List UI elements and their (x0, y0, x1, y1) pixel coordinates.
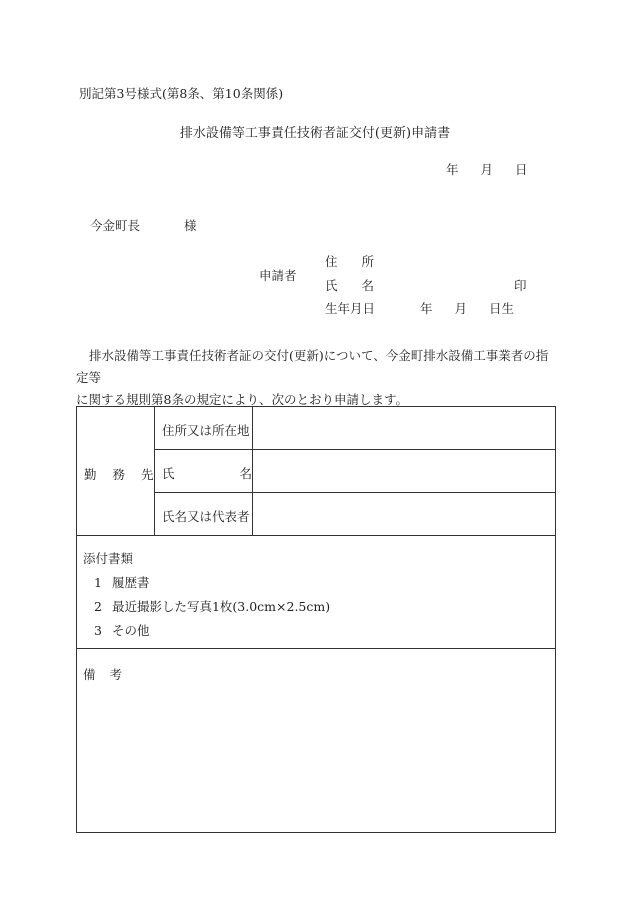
field-address-label: 住所又は所在地 (162, 423, 250, 438)
applicant-name-row (325, 276, 374, 294)
workplace-address-field[interactable] (253, 407, 556, 449)
workplace-name-field[interactable] (253, 450, 556, 492)
attachment-item: 3 その他 (94, 623, 150, 638)
workplace-representative-field[interactable] (253, 493, 556, 535)
remarks-label: 備 考 (83, 667, 123, 682)
workplace-label: 勤 務 先 (84, 467, 154, 482)
applicant-label: 申請者 (259, 268, 297, 283)
birth-date-label: 生年月日 (325, 301, 376, 316)
statement-line-1: 排水設備等工事責任技術者証の交付(更新)について、今金町排水設備工事業者の指定等 (76, 348, 549, 385)
remarks-field[interactable] (77, 649, 556, 832)
date-line (446, 160, 528, 178)
birth-day-label: 日生 (489, 301, 515, 316)
addressee-honorific: 様 (184, 218, 197, 233)
attachment-item: 1 履歴書 (94, 575, 150, 590)
application-table (76, 406, 556, 833)
date-year-label: 年 (446, 162, 459, 177)
birth-date-fields (420, 299, 514, 317)
birth-year-label: 年 (420, 301, 433, 316)
applicant-address-row (325, 252, 374, 270)
addressee-name: 今金町長 (90, 218, 141, 233)
document-title: 排水設備等工事責任技術者証交付(更新)申請書 (179, 126, 451, 141)
attachments-title: 添付書類 (83, 551, 134, 566)
address-label-1: 住 (325, 254, 338, 269)
birth-month-label: 月 (454, 301, 468, 316)
seal-mark: 印 (514, 278, 527, 293)
date-month-label: 月 (480, 162, 494, 177)
attachment-item: 2 最近撮影した写真1枚(3.0cm×2.5cm) (94, 599, 331, 614)
section-divider (77, 535, 556, 536)
address-label-2: 所 (361, 254, 375, 269)
statement-line-2: に関する規則第8条の規定により、次のとおり申請します。 (76, 392, 408, 407)
column-divider (154, 407, 155, 535)
field-representative-label: 氏名又は代表者 (162, 509, 250, 524)
name-label-1: 氏 (325, 278, 338, 293)
addressee (90, 216, 197, 234)
name-label-2: 名 (361, 278, 375, 293)
form-reference: 別記第3号様式(第8条、第10条関係) (79, 86, 284, 101)
field-name-label: 氏 名 (162, 466, 253, 481)
date-day-label: 日 (515, 162, 528, 177)
application-statement (76, 345, 556, 411)
